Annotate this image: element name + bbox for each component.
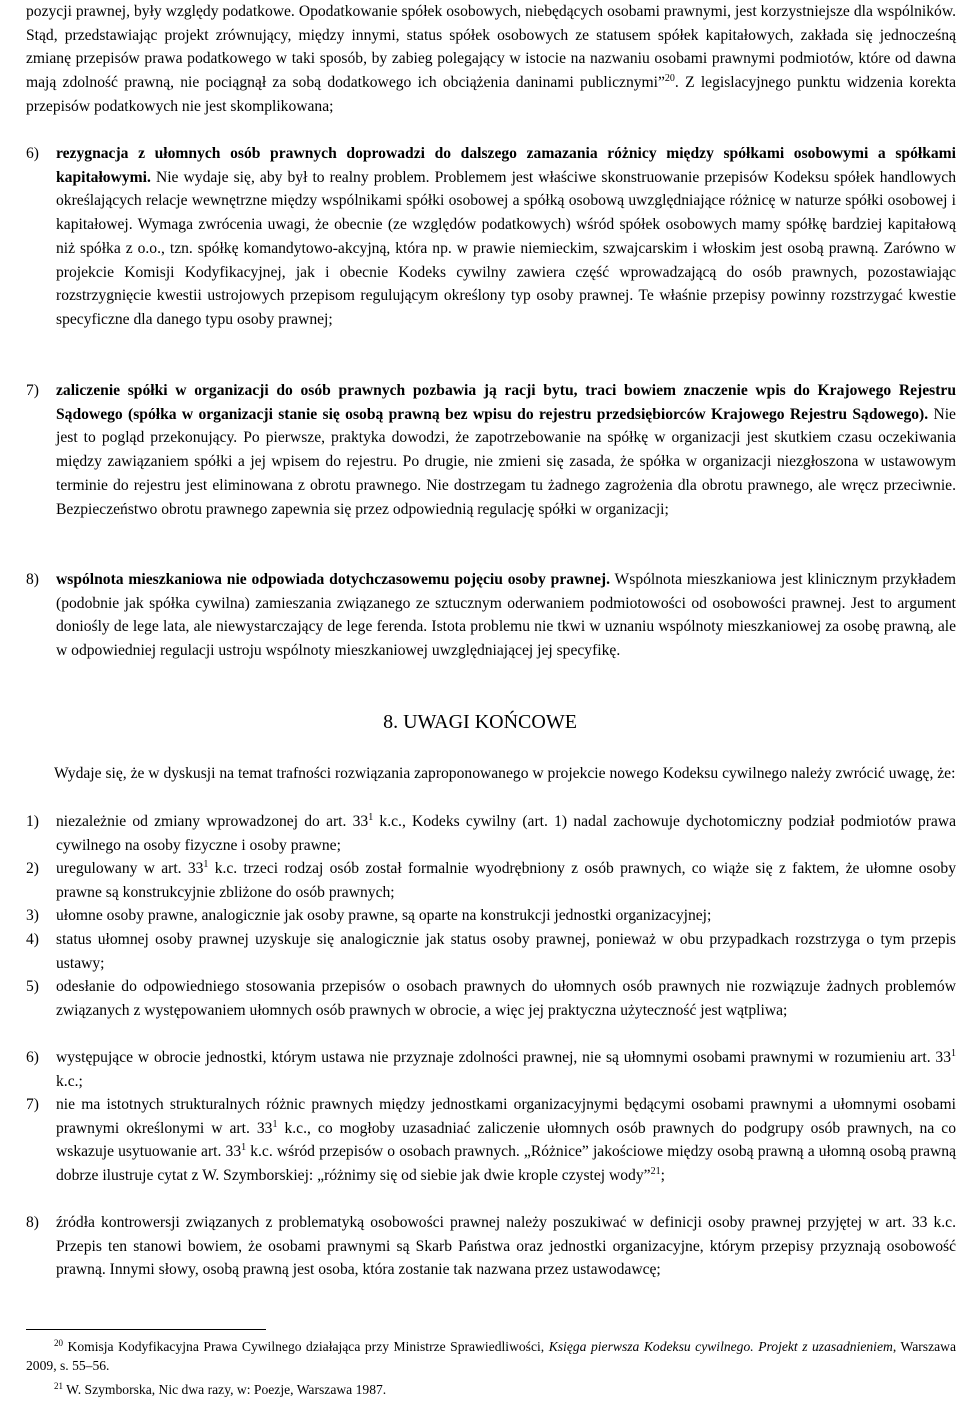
footnote-ref-21[interactable]: 21: [650, 1166, 661, 1178]
list-item: 2) uregulowany w art. $33^1$ k.c. trzeci rodzaj osób został formalnie wyodrębniony z osób prawnych, co wiąże się z faktem, że ułomne osoby prawne są konstrukcyjnie zbliżone do osób prawnych;: [26, 859, 956, 901]
list-number: 8): [26, 571, 39, 588]
list-item: 1) niezależnie od zmiany wprowadzonej do art. $33^1$ k.c., Kodeks cywilny (art. 1) nadal zachowuje dychotomiczny podział podmiotów prawa cywilnego na osoby fizyczne i osoby prawne;: [26, 812, 956, 854]
footnote-21: $^{21}$ W. Szymborska, Nic dwa razy, w: Poezje, Warszawa 1987.: [54, 1381, 387, 1397]
footnote-ref-20[interactable]: 20: [664, 73, 675, 85]
argument-bold: rezygnacja z ułomnych osób prawnych doprowadzi do dalszego zamazania różnicy między spółkami osobowymi a spółkami kapitałowymi.: [56, 145, 956, 186]
section-heading: 8. UWAGI KOŃCOWE: [383, 711, 577, 733]
argument-bold: zaliczenie spółki w organizacji do osób prawnych pozbawia ją racji bytu, traci bowiem znaczenie wpis do Krajowego Rejestru Sądowego (spółka w organizacji stanie się osobą prawną bez wpisu do rejestru przedsiębiorców Krajowego Rejestru Sądowego).: [56, 382, 956, 423]
continuation-paragraph: pozycji prawnej, były względy podatkowe. Opodatkowanie spółek osobowych, niebędących osobami prawnymi, jest korzystniejsze dla wspólników. Stąd, przedstawiając projekt zrównujący, między innymi, status spółek osobowych ze statusem spółek kapitałowych, zakłada się jednocześną zmianę przepisów prawa podatkowego w taki sposób, by zabieg polegający w istocie na nazwaniu osobami prawnymi podmiotów, które od dawna mają zdolność prawną, nie pociągnął za sobą dodatkowego ich obciążenia daninami publicznymi”$^{20}$. Z legislacyjnego punktu widzenia korekta przepisów podatkowych nie jest skomplikowana;: [26, 3, 956, 115]
intro-paragraph: Wydaje się, że w dyskusji na temat trafności rozwiązania zaproponowanego w projekcie nowego Kodeksu cywilnego należy zwrócić uwagę, że:: [54, 765, 956, 782]
list-item: 7) zaliczenie spółki w organizacji do osób prawnych pozbawia ją racji bytu, traci bowiem znaczenie wpis do Krajowego Rejestru Sądowego (spółka w organizacji stanie się osobą prawną bez wpisu do rejestru przedsiębiorców Krajowego Rejestru Sądowego). Nie jest to pogląd przekonujący. Po pierwsze, praktyka dowodzi, że zapotrzebowanie na spółkę w organizacji jest skutkiem czasu oczekiwania między zawiązaniem spółki a jej wpisem do rejestru. Po drugie, nie zmieni się zasada, że spółka w organizacji niezgłoszona w ustawowym terminie do rejestru jest eliminowana z obrotu prawnego. Nie dostrzegam tu żadnego zagrożenia dla obrotu prawnego, ale wręcz przeciwnie. Bezpieczeństwo obrotu prawnego zapewnia się przez odpowiednią regulację spółki w organizacji;: [26, 379, 956, 521]
argument-bold: wspólnota mieszkaniowa nie odpowiada dotychczasowemu pojęciu osoby prawnej.: [56, 571, 610, 588]
list-item: 4) status ułomnej osoby prawnej uzyskuje się analogicznie jak status osoby prawnej, ponieważ w obu przypadkach rozstrzyga o tym przepis ustawy;: [26, 931, 956, 972]
list-number: 6): [26, 145, 39, 162]
list-item: 3) ułomne osoby prawne, analogicznie jak osoby prawne, są oparte na konstrukcji jednostki organizacyjnej;: [26, 907, 712, 924]
list-item: 5) odesłanie do odpowiedniego stosowania przepisów o osobach prawnych do ułomnych osób prawnych nie rozwiązuje żadnych problemów związanych z występowaniem ułomnych osób prawnych w obrocie, a więc jej praktyczna użyteczność jest wątpliwa;: [26, 978, 956, 1019]
list-item: 8) źródła kontrowersji związanych z problematyką osobowości prawnej należy poszukiwać w definicji osoby prawnej przyjętej w art. 33 k.c. Przepis ten stanowi bowiem, że osobami prawnymi są Skarb Państwa oraz jednostki organizacyjne, którym przepisy przyznają osobowość prawną. Innymi słowy, osobą prawną jest osoba, która zostanie tak nazwana przez ustawodawcę;: [26, 1214, 956, 1279]
list-item: 6) rezygnacja z ułomnych osób prawnych doprowadzi do dalszego zamazania różnicy między spółkami osobowymi a spółkami kapitałowymi. Nie wydaje się, aby był to realny problem. Problemem jest właściwe skonstruowanie przepisów Kodeksu spółek handlowych określających relacje wewnętrzne między wspólnikami spółki osobowej a spółką osobową uwzględniające różnicę w naturze spółki osobowej i kapitałowej. Wymaga zwrócenia uwagi, że obecnie (ze względów podatkowych) wśród spółek osobowych mamy spółkę bardziej kapitałową niż spółka z o.o., tzn. spółkę komandytowo-akcyjną, która np. w prawie niemieckim, szwajcarskim i włoskim jest osobą prawną. Zarówno w projekcie Komisji Kodyfikacyjnej, jak i obecnie Kodeks cywilny zawiera część wprowadzającą do osób prawnych, pozostawiając rozstrzygnięcie kwestii ustrojowych przepisom regulującym określony typ osoby prawnej. Te właśnie przepisy powinny rozstrzygać kwestie specyficzne dla danego typu osoby prawnej;: [26, 142, 956, 332]
list-item: 6) występujące w obrocie jednostki, którym ustawa nie przyznaje zdolności prawnej, nie są ułomnymi osobami prawnymi w rozumieniu art. $33^1$ k.c.;: [26, 1048, 956, 1090]
list-item: 8) wspólnota mieszkaniowa nie odpowiada dotychczasowemu pojęciu osoby prawnej. Wspólnota mieszkaniowa jest klinicznym przykładem (podobnie jak spółka cywilna) zamieszania związanego ze sztucznym oderwaniem podmiotowości od osobowości prawnej. Jest to argument doniośly de lege lata, ale niewystarczający de lege ferenda. Istota problemu nie tkwi w uznaniu wspólnoty mieszkaniowej za osobę prawną, ale w odpowiedniej regulacji ustroju wspólnoty mieszkaniowej uwzględniającej jej specyfikę.: [26, 568, 956, 663]
list-item: 7) nie ma istotnych strukturalnych różnic prawnych między jednostkami organizacyjnymi będącymi osobami prawnymi a ułomnymi osobami prawnymi określonymi w art. $33^1$ k.c., co mogłoby uzasadniać zaliczenie ułomnych osób prawnych do podgrupy osób prawnych, na co wskazuje usytuowanie art. $33^1$ k.c. wśród przepisów o osobach prawnych. „Różnice” jakościowe między osobą prawną a ułomną osobą prawną dobrze ilustruje cytat z W. Szymborskiej: „różnimy się od siebie jak dwie krople czystej wody”$^{21}$;: [26, 1096, 956, 1185]
footnote-20: $^{20}$ Komisja Kodyfikacyjna Prawa Cywilnego działająca przy Ministrze Sprawiedliwości, Księga pierwsza Kodeksu cywilnego. Projekt z uzasadnieniem, Warszawa 2009, s. 55–56.: [26, 1338, 957, 1373]
footnote-divider: [26, 1329, 266, 1330]
list-number: 7): [26, 382, 39, 399]
